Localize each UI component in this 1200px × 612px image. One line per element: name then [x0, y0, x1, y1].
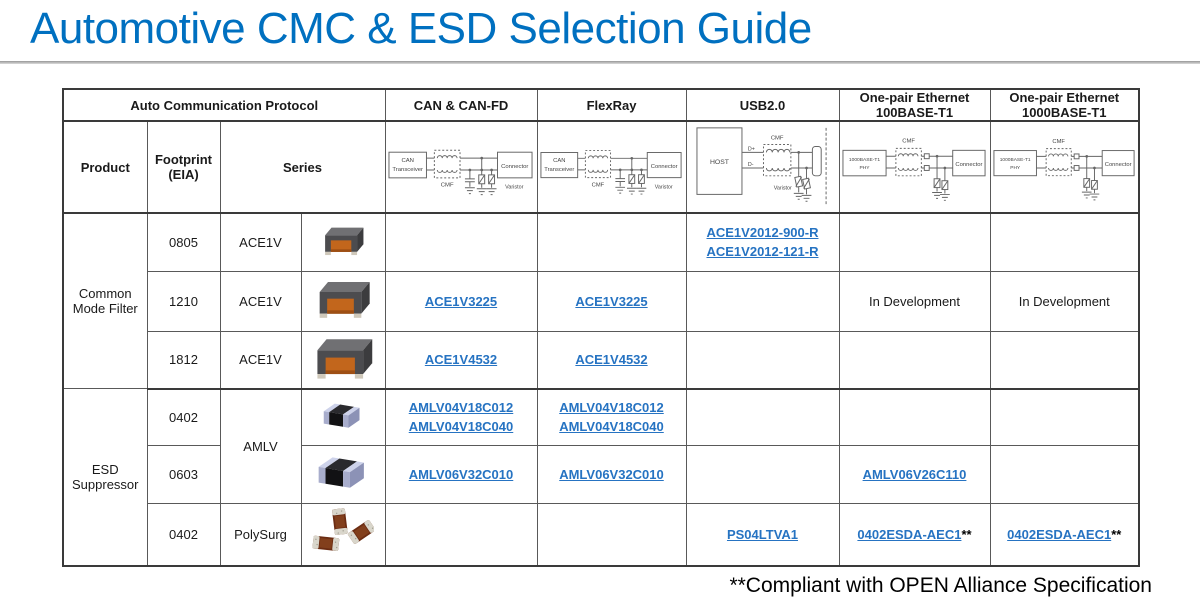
- col-header-eth1000: [990, 89, 1139, 121]
- footprint-1812: 1812: [147, 331, 220, 389]
- cell-1210-flexray: [537, 271, 686, 331]
- footnote: **Compliant with OPEN Alliance Specification: [729, 574, 1152, 597]
- cell-0402amlv-eth100: [839, 389, 990, 446]
- svg-text:Varistor: Varistor: [505, 184, 524, 191]
- svg-text:CAN: CAN: [553, 158, 566, 165]
- cell-1812-eth100: [839, 331, 990, 389]
- cell-0805-eth1000: [990, 213, 1139, 271]
- cell-0603amlv-flexray: [537, 446, 686, 504]
- series-column-header: Series: [220, 121, 385, 213]
- product-photo-amlv-0402-cell: [301, 389, 385, 446]
- cell-1210-eth100: [839, 271, 990, 331]
- cell-0402amlv-flexray: [537, 389, 686, 446]
- in-development-eth1000: In Development: [1018, 293, 1110, 309]
- svg-text:Connector: Connector: [1104, 162, 1132, 169]
- cell-1210-usb: [686, 271, 839, 331]
- svg-text:PHY: PHY: [859, 165, 870, 171]
- svg-text:Connector: Connector: [501, 163, 529, 170]
- svg-text:Connector: Connector: [650, 163, 678, 170]
- link-ace1v3225-flexray[interactable]: ACE1V3225: [575, 293, 648, 309]
- amlv-0402-photo: [321, 400, 365, 432]
- cell-0402amlv-usb: [686, 389, 839, 446]
- svg-text:Transceiver: Transceiver: [392, 166, 424, 173]
- svg-text:Transceiver: Transceiver: [544, 166, 575, 173]
- protocol-group-header: Auto Communication Protocol: [63, 89, 385, 121]
- product-photo-ace1v-0805-cell: [301, 213, 385, 271]
- product-photo-polysurg-cell: [301, 504, 385, 566]
- col-header-eth100-line1: One-pair Ethernet: [859, 90, 970, 105]
- link-ace1v2012-900-r[interactable]: ACE1V2012-900-R: [706, 225, 819, 241]
- svg-text:1000BASE-T1: 1000BASE-T1: [999, 158, 1031, 164]
- cell-1210-eth1000: [990, 271, 1139, 331]
- link-ps04ltva1[interactable]: PS04LTVA1: [726, 526, 799, 542]
- svg-text:1000BASE-T1: 1000BASE-T1: [848, 158, 881, 164]
- series-ace1v-1812: ACE1V: [220, 331, 301, 389]
- ace1v-1812-photo: [310, 332, 376, 385]
- link-0402esda-aec1-eth100[interactable]: 0402ESDA-AEC1: [857, 526, 962, 542]
- link-amlv06v32c010-can[interactable]: AMLV06V32C010: [408, 467, 514, 482]
- link-ace1v4532-can[interactable]: ACE1V4532: [424, 352, 498, 367]
- svg-text:D+: D+: [747, 146, 755, 153]
- eth1000-circuit-diagram-icon: [992, 125, 1137, 209]
- ace1v-1210-photo: [313, 275, 373, 324]
- cell-0603amlv-usb: [686, 446, 839, 504]
- cell-polysurg-can: [385, 504, 537, 566]
- svg-text:Varistor: Varistor: [773, 185, 792, 192]
- svg-text:CMF: CMF: [1052, 138, 1065, 145]
- table-row-1210-ace1v: [63, 271, 1139, 331]
- link-ace1v2012-121-r[interactable]: ACE1V2012-121-R: [706, 244, 819, 260]
- col-header-eth100: [839, 89, 990, 121]
- link-amlv04v18c040-flexray[interactable]: AMLV04V18C040: [559, 419, 664, 435]
- footprint-0805: 0805: [147, 213, 220, 271]
- eth100-circuit-diagram-icon: [841, 125, 988, 209]
- cell-polysurg-eth100: [839, 504, 990, 566]
- col-header-usb: USB2.0: [686, 89, 839, 121]
- table-row-0402-polysurg: [63, 504, 1139, 566]
- cell-0603amlv-eth1000: [990, 446, 1139, 504]
- ace1v-0805-photo: [320, 222, 366, 260]
- svg-text:CAN: CAN: [401, 158, 414, 165]
- col-header-flexray: FlexRay: [537, 89, 686, 121]
- link-amlv04v18c012-flexray[interactable]: AMLV04V18C012: [559, 400, 664, 416]
- amlv-0603-photo: [315, 453, 371, 493]
- header-row-protocols: [63, 89, 1139, 121]
- page-title: Automotive CMC & ESD Selection Guide: [30, 4, 812, 53]
- svg-text:Varistor: Varistor: [654, 184, 673, 191]
- footprint-header-line2: (EIA): [168, 167, 199, 182]
- circuit-diagram-usb-cell: [686, 121, 839, 213]
- product-group-esd-suppressor: ESD Suppressor: [63, 389, 147, 566]
- cell-polysurg-eth1000: [990, 504, 1139, 566]
- link-amlv06v32c010-flexray[interactable]: AMLV06V32C010: [559, 467, 664, 482]
- cell-0805-can: [385, 213, 537, 271]
- circuit-diagram-flexray-cell: [537, 121, 686, 213]
- cell-0805-usb: [686, 213, 839, 271]
- product-column-header: Product: [63, 121, 147, 213]
- svg-text:CMF: CMF: [591, 182, 605, 189]
- link-amlv04v18c040-can[interactable]: AMLV04V18C040: [408, 419, 514, 435]
- circuit-diagram-eth1000-cell: [990, 121, 1139, 213]
- svg-text:Connector: Connector: [955, 162, 983, 169]
- usb-circuit-diagram-icon: [688, 122, 837, 212]
- selection-guide-table: [62, 88, 1140, 567]
- cell-0402amlv-eth1000: [990, 389, 1139, 446]
- table-row-0805-ace1v: [63, 213, 1139, 271]
- cell-polysurg-flexray: [537, 504, 686, 566]
- circuit-diagram-can-cell: [385, 121, 537, 213]
- flexray-circuit-diagram-icon: [539, 125, 684, 209]
- footprint-0402-amlv: 0402: [147, 389, 220, 446]
- footnote-marker-eth100: **: [961, 526, 972, 542]
- series-ace1v-0805: ACE1V: [220, 213, 301, 271]
- col-header-eth1000-line1: One-pair Ethernet: [1009, 90, 1120, 105]
- cell-1812-flexray: [537, 331, 686, 389]
- series-amlv: AMLV: [220, 389, 301, 504]
- svg-text:PHY: PHY: [1009, 165, 1020, 171]
- cell-0402amlv-can: [385, 389, 537, 446]
- series-ace1v-1210: ACE1V: [220, 271, 301, 331]
- svg-text:CMF: CMF: [770, 135, 784, 142]
- circuit-diagram-eth100-cell: [839, 121, 990, 213]
- footprint-header-line1: Footprint: [154, 152, 213, 167]
- polysurg-photo: [312, 506, 374, 560]
- svg-text:CMF: CMF: [902, 138, 915, 145]
- cell-1210-can: [385, 271, 537, 331]
- svg-text:D-: D-: [747, 162, 754, 169]
- cell-0603amlv-eth100: [839, 446, 990, 504]
- footprint-1210: 1210: [147, 271, 220, 331]
- link-ace1v3225-can[interactable]: ACE1V3225: [424, 293, 498, 309]
- footprint-0402-polysurg: 0402: [147, 504, 220, 566]
- product-photo-ace1v-1812-cell: [301, 331, 385, 389]
- cell-0603amlv-can: [385, 446, 537, 504]
- product-photo-ace1v-1210-cell: [301, 271, 385, 331]
- cell-1812-usb: [686, 331, 839, 389]
- link-ace1v4532-flexray[interactable]: ACE1V4532: [575, 352, 648, 367]
- footprint-0603-amlv: 0603: [147, 446, 220, 504]
- svg-text:CMF: CMF: [440, 182, 454, 189]
- link-amlv06v26c110[interactable]: AMLV06V26C110: [862, 467, 967, 482]
- cell-0805-flexray: [537, 213, 686, 271]
- cell-polysurg-usb: [686, 504, 839, 566]
- svg-text:HOST: HOST: [709, 159, 729, 167]
- col-header-eth100-line2: 100BASE-T1: [875, 105, 954, 120]
- cell-1812-can: [385, 331, 537, 389]
- table-row-1812-ace1v: [63, 331, 1139, 389]
- in-development-eth100: In Development: [868, 293, 961, 309]
- series-polysurg: PolySurg: [220, 504, 301, 566]
- title-divider-line: [0, 61, 1200, 64]
- product-group-common-mode-filter: Common Mode Filter: [63, 213, 147, 389]
- link-amlv04v18c012-can[interactable]: AMLV04V18C012: [408, 400, 514, 416]
- product-photo-amlv-0603-cell: [301, 446, 385, 504]
- col-header-can: CAN & CAN-FD: [385, 89, 537, 121]
- link-0402esda-aec1-eth1000[interactable]: 0402ESDA-AEC1: [1007, 526, 1112, 542]
- cell-1812-eth1000: [990, 331, 1139, 389]
- footnote-marker-eth1000: **: [1111, 526, 1122, 542]
- header-row-sub: [63, 121, 1139, 213]
- footprint-column-header: [147, 121, 220, 213]
- table-row-0402-amlv: [63, 389, 1139, 446]
- col-header-eth1000-line2: 1000BASE-T1: [1021, 105, 1107, 120]
- cell-0805-eth100: [839, 213, 990, 271]
- can-circuit-diagram-icon: [387, 125, 535, 209]
